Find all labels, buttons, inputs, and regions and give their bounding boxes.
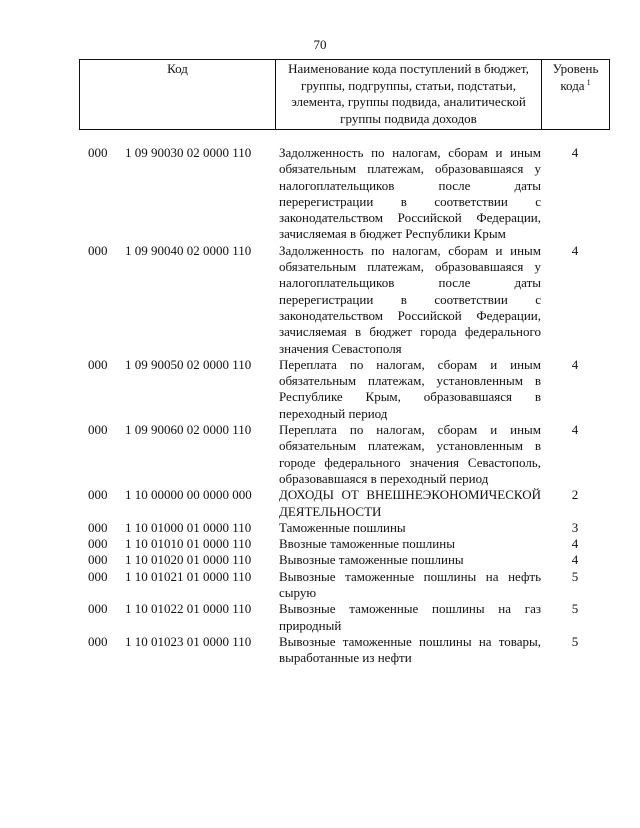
table-row bbox=[79, 357, 609, 422]
row-name: Задолженность по налогам, сборам и иным обязательным платежам, образовавшаяся у налогоплательщиков после даты перерегистрации в соответствии с законодательством Российской Федерации, зачисляемая в бюджет Республики Крым bbox=[279, 145, 541, 242]
table-header bbox=[79, 59, 610, 130]
table-row bbox=[79, 520, 609, 536]
row-level: 4 bbox=[571, 242, 579, 258]
row-code: 1 10 01000 01 0000 110 bbox=[125, 519, 252, 535]
row-prefix: 000 bbox=[88, 356, 108, 372]
row-name: Вывозные таможенные пошлины на газ природный bbox=[279, 601, 541, 633]
row-code: 1 10 01022 01 0000 110 bbox=[125, 601, 252, 617]
header-row bbox=[80, 60, 610, 130]
row-prefix: 000 bbox=[88, 242, 108, 258]
row-code: 1 10 01020 01 0000 110 bbox=[125, 552, 252, 568]
row-prefix: 000 bbox=[88, 145, 108, 160]
row-name: Ввозные таможенные пошлины bbox=[279, 536, 455, 552]
row-prefix: 000 bbox=[88, 601, 108, 617]
row-level: 5 bbox=[571, 633, 579, 649]
table-row bbox=[79, 601, 609, 634]
row-code: 1 09 90050 02 0000 110 bbox=[125, 356, 252, 372]
row-code: 1 10 01010 01 0000 110 bbox=[125, 536, 252, 552]
row-name: Вывозные таможенные пошлины на товары, выработанные из нефти bbox=[279, 633, 541, 666]
row-name: Таможенные пошлины bbox=[279, 519, 406, 535]
header-level-label: Уровень кода bbox=[552, 61, 599, 93]
row-level: 4 bbox=[571, 552, 579, 568]
row-name: Задолженность по налогам, сборам и иным обязательным платежам, образовавшаяся у налогоплательщиков после даты перерегистрации в соответствии с законодательством Российской Федерации, зачисляемая в бюджет города федерального значения Севастополя bbox=[279, 242, 541, 356]
table-row bbox=[79, 243, 609, 357]
row-prefix: 000 bbox=[88, 568, 108, 584]
row-prefix: 000 bbox=[88, 519, 108, 535]
table-row bbox=[79, 634, 609, 667]
table-row bbox=[79, 552, 609, 568]
header-level bbox=[542, 60, 610, 130]
codes-table bbox=[79, 145, 609, 667]
header-name-label: Наименование кода поступлений в бюджет, группы, подгруппы, статьи, подстатьи, элемента, группы подвида, аналитической группы подвида доходов bbox=[288, 61, 529, 126]
row-name: Переплата по налогам, сборам и иным обязательным платежам, установленным в городе федерального значения Севастополь, образовавшаяся в переходный период bbox=[279, 422, 541, 486]
row-name: ДОХОДЫ ОТ ВНЕШНЕЭКОНОМИЧЕСКОЙ ДЕЯТЕЛЬНОСТИ bbox=[279, 487, 541, 519]
table-row bbox=[79, 536, 609, 552]
row-code: 1 10 01021 01 0000 110 bbox=[125, 568, 252, 584]
row-prefix: 000 bbox=[88, 633, 108, 649]
row-name: Переплата по налогам, сборам и иным обязательным платежам, установленным в Республике Крым, образовавшаяся в переходный период bbox=[279, 356, 541, 421]
row-name: Вывозные таможенные пошлины на нефть сырую bbox=[279, 568, 541, 601]
footnote-marker: 1 bbox=[586, 77, 591, 87]
table-row bbox=[79, 487, 609, 520]
row-code: 1 09 90060 02 0000 110 bbox=[125, 422, 252, 438]
table-row bbox=[79, 422, 609, 487]
row-prefix: 000 bbox=[88, 487, 108, 503]
table-row bbox=[79, 145, 609, 243]
row-level: 4 bbox=[571, 356, 579, 372]
codes-table-body bbox=[79, 145, 609, 667]
row-level: 4 bbox=[571, 145, 579, 160]
row-code: 1 09 90030 02 0000 110 bbox=[125, 145, 252, 160]
row-level: 3 bbox=[571, 519, 579, 535]
row-code: 1 10 00000 00 0000 000 bbox=[125, 487, 252, 503]
row-level: 5 bbox=[571, 568, 579, 584]
row-prefix: 000 bbox=[88, 536, 108, 552]
header-name bbox=[276, 60, 542, 130]
row-level: 5 bbox=[571, 601, 579, 617]
row-level: 4 bbox=[571, 422, 579, 438]
page-number: 70 bbox=[313, 37, 327, 52]
header-code bbox=[80, 60, 276, 130]
row-prefix: 000 bbox=[88, 552, 108, 568]
row-code: 1 10 01023 01 0000 110 bbox=[125, 633, 252, 649]
row-prefix: 000 bbox=[88, 422, 108, 438]
table-row bbox=[79, 569, 609, 602]
row-name: Вывозные таможенные пошлины bbox=[279, 552, 464, 568]
row-level: 2 bbox=[571, 487, 579, 503]
row-level: 4 bbox=[571, 536, 579, 552]
header-code-label: Код bbox=[167, 61, 188, 76]
row-code: 1 09 90040 02 0000 110 bbox=[125, 242, 252, 258]
